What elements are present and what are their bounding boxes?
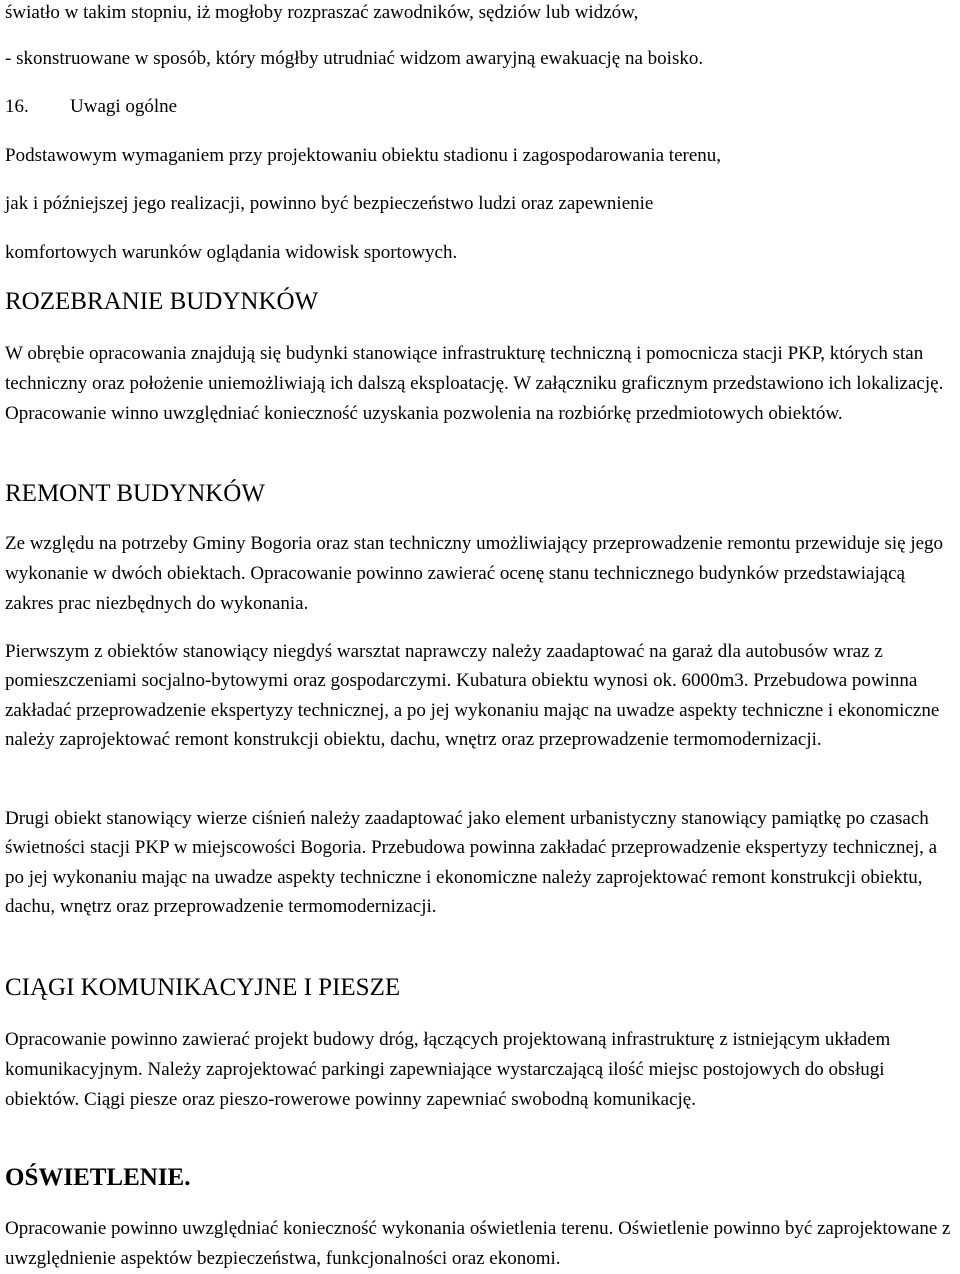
section-16-line-2: jak i późniejszej jego realizacji, powinno być bezpieczeństwo ludzi oraz zapewnienie — [5, 193, 654, 214]
section-16-line-1: Podstawowym wymaganiem przy projektowaniu obiektu stadionu i zagospodarowania terenu, — [5, 145, 722, 166]
paragraph-oswietlenie: Opracowanie powinno uwzględniać konieczność wykonania oświetlenia terenu. Oświetlenie powinno być zaprojektowane z uwzględnienie aspektów bezpieczeństwa, funkcjonalności oraz ekonomi. — [5, 1218, 951, 1269]
paragraph-remont-1: Ze względu na potrzeby Gminy Bogoria oraz stan techniczny umożliwiający przeprowadzenie remontu przewiduje się jego wykonanie w dwóch obiektach. Opracowanie powinno zawierać ocenę stanu technicznego budynków przedstawiającą zakres prac niezbędnych do wykonania. — [5, 533, 944, 614]
section-16-title — [5, 96, 177, 118]
heading-oswietlenie: OŚWIETLENIE. — [5, 1164, 191, 1191]
paragraph-remont-3: Drugi obiekt stanowiący wierze ciśnień należy zaadaptować jako element urbanistyczny stanowiący pamiątkę po czasach świetności stacji PKP w miejscowości Bogoria. Przebudowa powinna zakładać przeprowadzenie ekspertyzy technicznej, a po jej wykonaniu mając na uwadze aspekty techniczne i ekonomiczne należy zaprojektować remont konstrukcji obiektu, dachu, wnętrz oraz przeprowadzenie termomodernizacji. — [5, 808, 938, 917]
heading-remont: REMONT BUDYNKÓW — [5, 480, 265, 507]
section-title: Uwagi ogólne — [70, 96, 178, 117]
heading-rozebranie: ROZEBRANIE BUDYNKÓW — [5, 288, 319, 315]
paragraph-rozebranie: W obrębie opracowania znajdują się budynki stanowiące infrastrukturę techniczną i pomocnicza stacji PKP, których stan techniczny oraz położenie uniemożliwiają ich dalszą eksploatację. W załączniku graficznym przedstawiono ich lokalizację. Opracowanie winno uwzględniać konieczność uzyskania pozwolenia na rozbiórkę przedmiotowych obiektów. — [5, 343, 944, 424]
heading-ciagi: CIĄGI KOMUNIKACYJNE I PIESZE — [5, 974, 401, 1001]
section-16-line-3: komfortowych warunków oglądania widowisk sportowych. — [5, 242, 458, 263]
section-number: 16. — [5, 96, 29, 117]
paragraph-remont-2: Pierwszym z obiektów stanowiący niegdyś warsztat naprawczy należy zaadaptować na garaż dla autobusów wraz z pomieszczeniami socjalno-bytowymi oraz gospodarczymi. Kubatura obiektu wynosi ok. 6000m3. Przebudowa powinna zakładać przeprowadzenie ekspertyzy technicznej, a po jej wykonaniu mając na uwadze aspekty techniczne i ekonomiczne należy zaprojektować remont konstrukcji obiektu, dachu, wnętrz oraz przeprowadzenie termomodernizacji. — [5, 641, 940, 750]
fragment-line-2: - skonstruowane w sposób, który mógłby utrudniać widzom awaryjną ewakuację na boisko. — [5, 48, 704, 69]
fragment-line-1: światło w takim stopniu, iż mogłoby rozpraszać zawodników, sędziów lub widzów, — [5, 2, 639, 23]
paragraph-ciagi: Opracowanie powinno zawierać projekt budowy dróg, łączących projektowaną infrastrukturę z istniejącym układem komunikacyjnym. Należy zaprojektować parkingi zapewniające wystarczającą ilość miejsc postojowych do obsługi obiektów. Ciągi piesze oraz pieszo-rowerowe powinny zapewniać swobodną komunikację. — [5, 1029, 891, 1110]
